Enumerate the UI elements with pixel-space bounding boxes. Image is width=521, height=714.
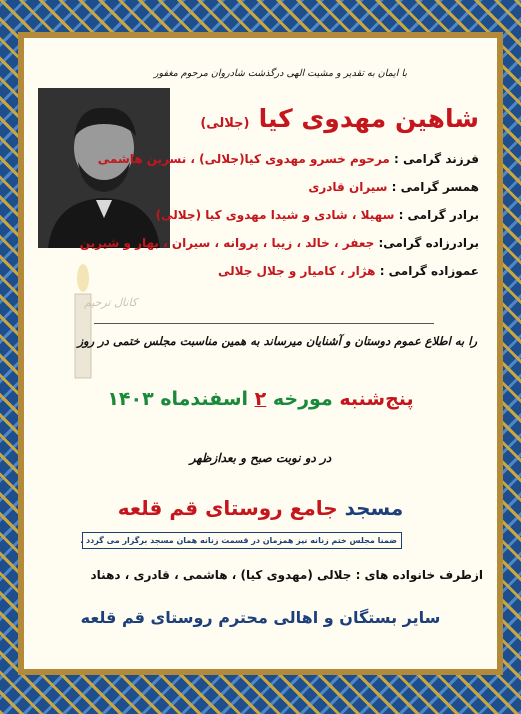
- row-value: جعفر ، خالد ، زیبا ، پروانه ، سیران ، بهار و شیرین: [79, 236, 375, 250]
- footer-line: سایر بستگان و اهالی محترم روستای قم قلعه: [80, 608, 441, 627]
- venue-name: جامع روستای قم قلعه: [117, 496, 338, 520]
- row-value: سهیلا ، شادی و شیدا مهدوی کیا (جلالی): [155, 208, 395, 222]
- candle-icon: [70, 260, 96, 380]
- portrait-image: [38, 88, 170, 248]
- row-cousins: [218, 264, 479, 278]
- ceremony-venue: [24, 496, 497, 520]
- women-ceremony-note: ضمنا مجلس ختم زنانه نیز همزمان در قسمت زنانه همان مسجد برگزار می گردد .: [82, 532, 402, 549]
- row-value: هژار ، کامیار و جلال جلالی: [217, 264, 376, 278]
- row-value: مرحوم خسرو مهدوی کیا(جلالی) ، نسرین هاشمی: [97, 152, 390, 166]
- row-spouse: [308, 180, 479, 194]
- date-number: ۲: [254, 388, 267, 410]
- row-label: عموزاده گرامی :: [379, 264, 479, 278]
- row-label: برادرزاده گرامی:: [378, 236, 479, 250]
- announcement: را به اطلاع عموم دوستان و آشنایان میرساند به همین مناسبت مجلس ختمی در روز: [77, 334, 477, 348]
- row-label: فرزند گرامی :: [394, 152, 479, 166]
- ceremony-time: در دو نوبت صبح و بعدازظهر: [189, 451, 332, 465]
- row-nephews: [80, 236, 479, 250]
- deceased-name-line: [200, 104, 479, 133]
- row-value: سیران قادری: [308, 180, 388, 194]
- watermark-text: کانال ترحیم: [84, 296, 138, 309]
- families-line: ازطرف خانواده های : جلالی (مهدوی کیا) ، هاشمی ، قادری ، دهناد: [90, 568, 483, 582]
- date-day: پنج‌شنبه: [339, 388, 414, 410]
- row-children: [98, 152, 479, 166]
- venue-word: مسجد: [344, 496, 404, 520]
- row-label: همسر گرامی :: [391, 180, 479, 194]
- deceased-name: شاهین مهدوی کیا: [258, 104, 479, 133]
- date-mid: مورخه: [272, 388, 333, 410]
- opening-line: با ایمان به تقدیر و مشیت الهی درگذشت شادروان مرحوم مغفور: [153, 68, 407, 79]
- row-siblings: [156, 208, 479, 222]
- ceremony-date: [24, 388, 497, 410]
- date-month-year: اسفندماه ۱۴۰۳: [107, 388, 249, 410]
- portrait-photo: [38, 88, 170, 248]
- row-label: برادر گرامی :: [398, 208, 479, 222]
- obituary-card: [24, 38, 497, 669]
- divider: [94, 323, 434, 324]
- deceased-tag: (جلالی): [200, 116, 250, 131]
